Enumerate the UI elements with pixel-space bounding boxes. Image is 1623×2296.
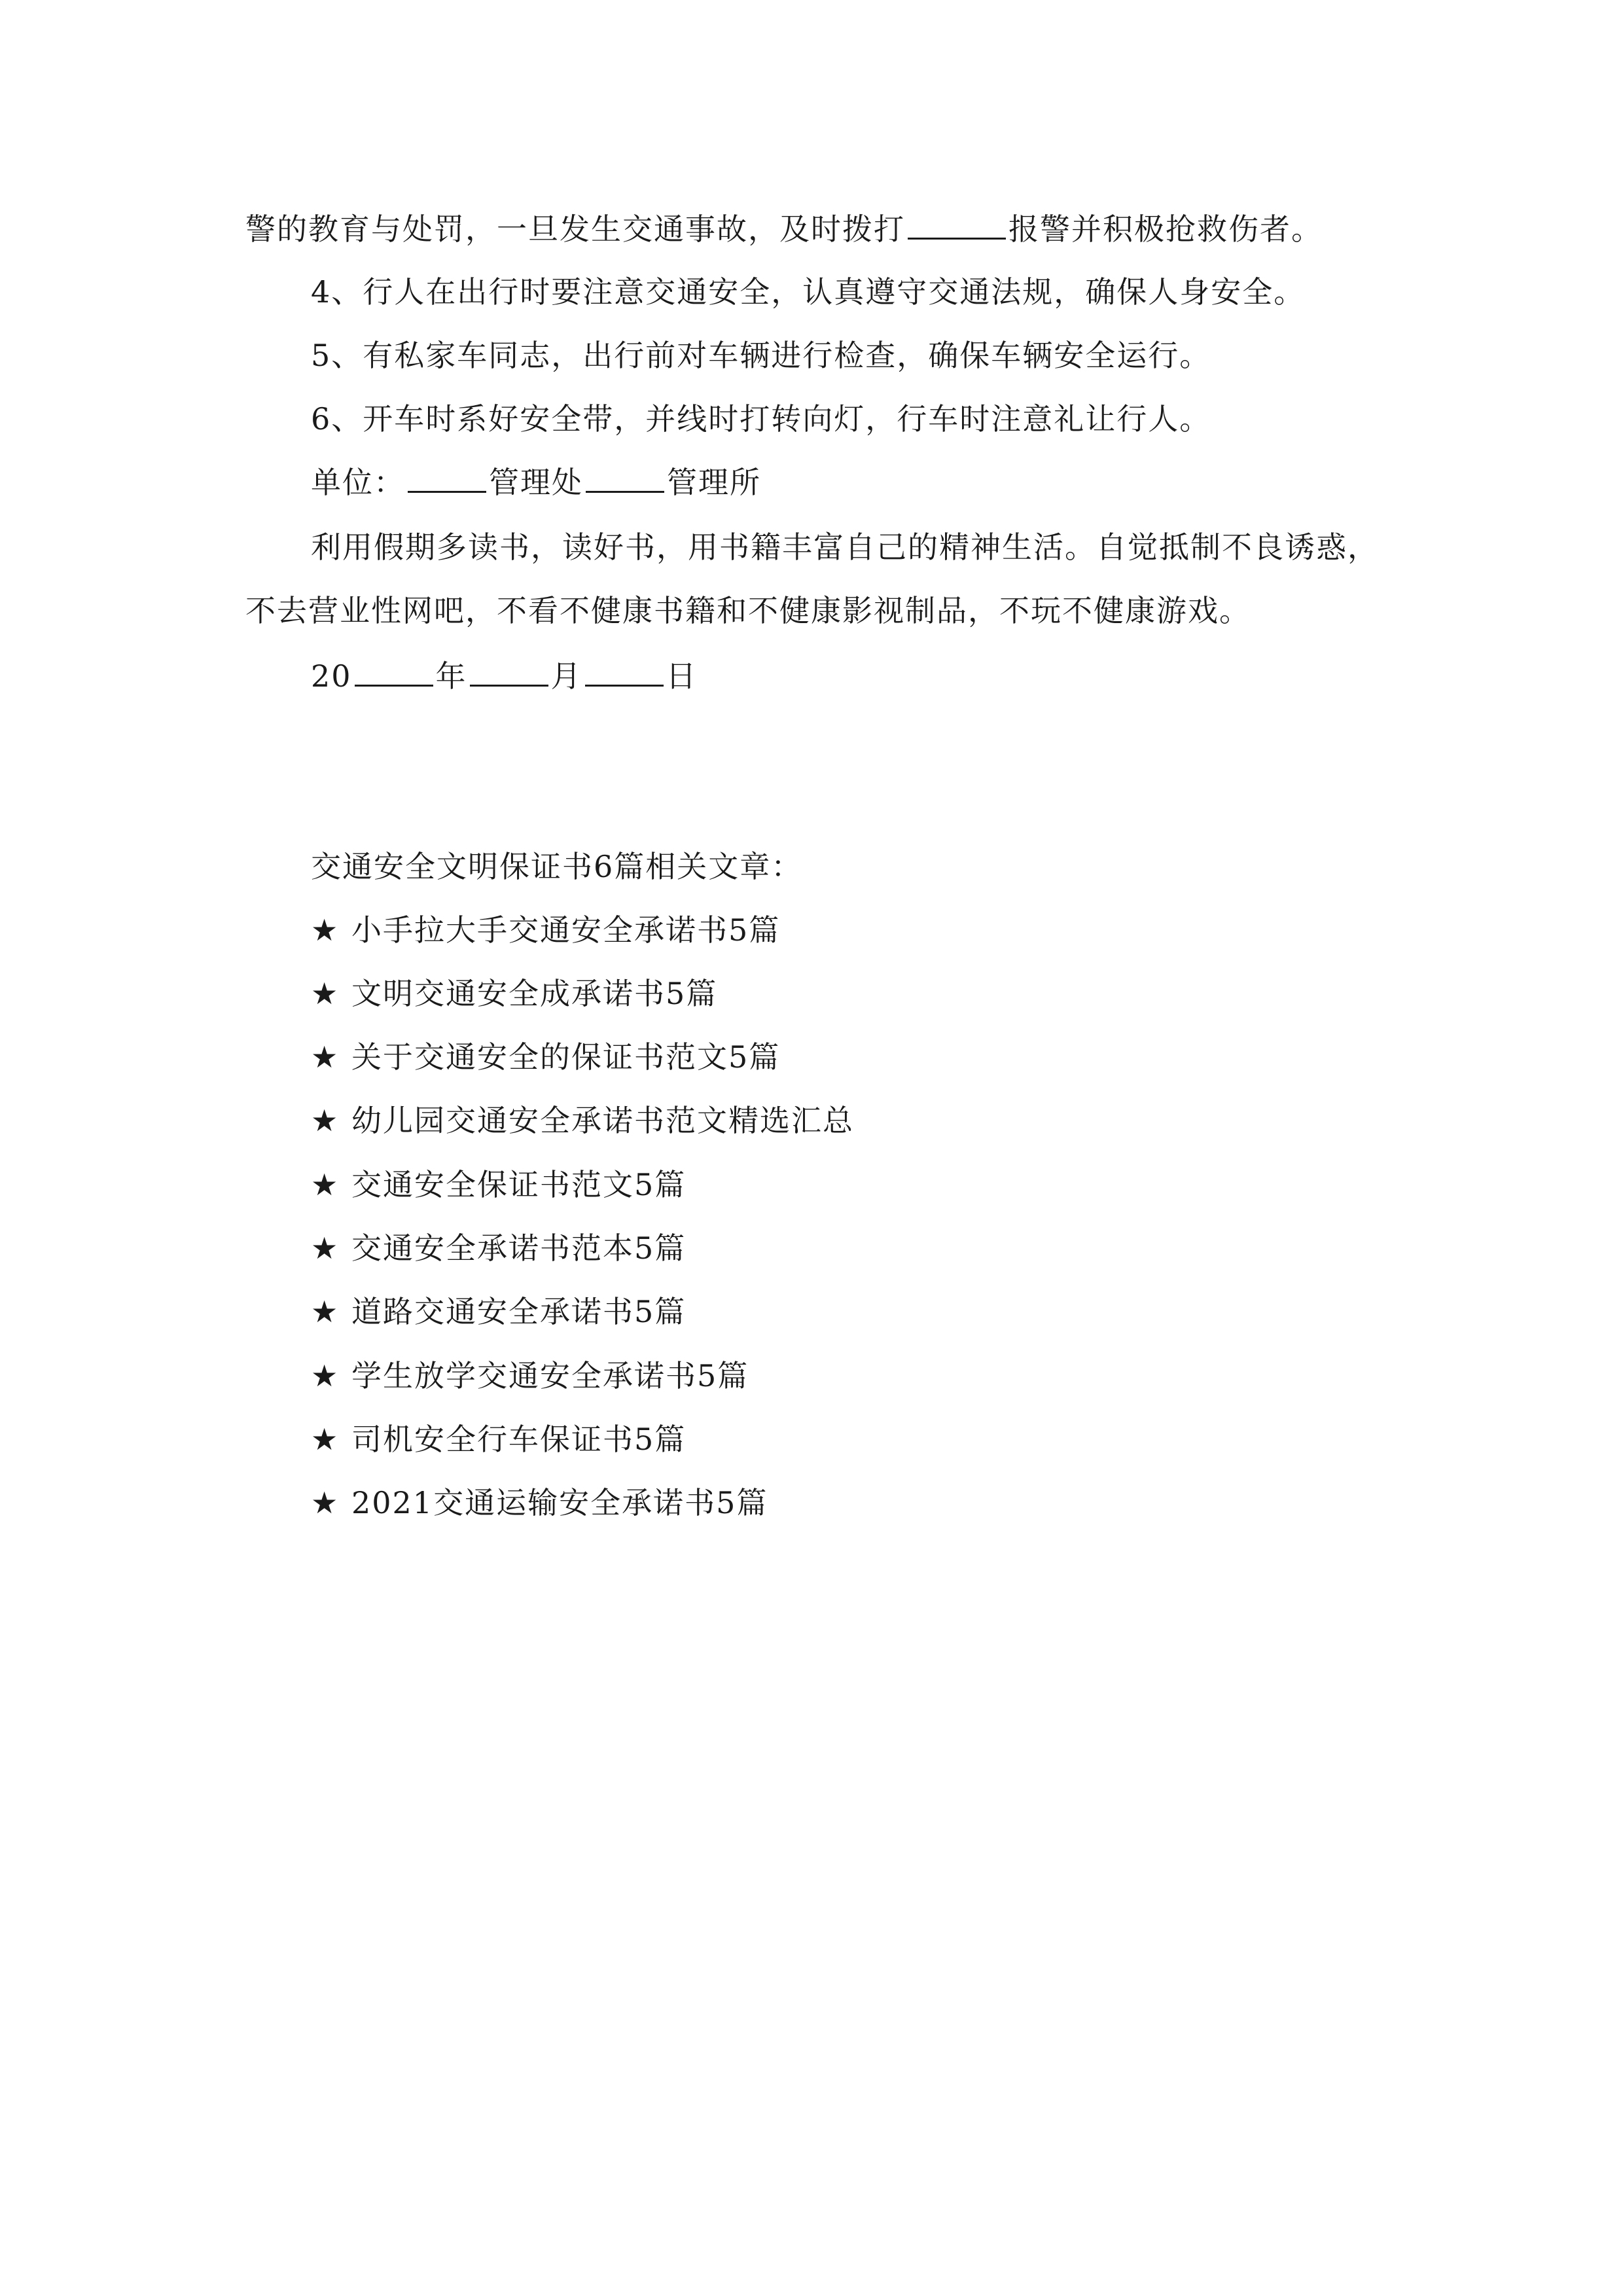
star-icon: ★ [311, 1230, 340, 1266]
related-article-link[interactable] [311, 1420, 686, 1459]
star-icon: ★ [311, 1358, 340, 1393]
related-article-link[interactable] [311, 1356, 749, 1395]
star-icon: ★ [311, 976, 340, 1011]
related-article-title: 文明交通安全成承诺书5篇 [351, 976, 718, 1011]
related-article-title: 2021交通运输安全承诺书5篇 [351, 1485, 768, 1520]
continuation-text-end: 报警并积极抢救伤者。 [1008, 211, 1323, 247]
related-article-link[interactable] [311, 910, 780, 950]
related-article-link[interactable] [311, 1229, 686, 1268]
related-article-link[interactable] [311, 974, 717, 1013]
related-article-link[interactable] [311, 1165, 686, 1204]
unit-blank-2 [586, 465, 664, 493]
related-articles-heading: 交通安全文明保证书6篇相关文章： [311, 849, 803, 884]
rule-item-6: 6、开车时系好安全带，并线时打转向灯，行车时注意礼让行人。 [311, 401, 1211, 437]
related-article-title: 司机安全行车保证书5篇 [351, 1422, 687, 1457]
date-prefix: 20 [311, 658, 352, 694]
continuation-text-start: 警的教育与处罚，一旦发生交通事故，及时拨打 [245, 211, 905, 247]
rule-item-4: 4、行人在出行时要注意交通安全，认真遵守交通法规，确保人身安全。 [311, 274, 1306, 310]
year-blank [355, 658, 433, 687]
related-article-link[interactable] [311, 1292, 686, 1331]
unit-office: 管理处 [489, 465, 583, 500]
paragraph-continuation [245, 209, 1323, 249]
related-article-title: 小手拉大手交通安全承诺书5篇 [351, 912, 781, 948]
star-icon: ★ [311, 1294, 340, 1329]
related-article-title: 道路交通安全承诺书5篇 [351, 1294, 687, 1329]
date-line [311, 656, 698, 696]
related-article-title: 交通安全保证书范文5篇 [351, 1167, 687, 1202]
reading-paragraph-line-2: 不去营业性网吧，不看不健康书籍和不健康影视制品，不玩不健康游戏。 [245, 593, 1251, 628]
star-icon: ★ [311, 1167, 340, 1202]
star-icon: ★ [311, 1485, 340, 1520]
date-year-label: 年 [435, 658, 467, 694]
related-article-title: 交通安全承诺书范本5篇 [351, 1230, 687, 1266]
related-article-link[interactable] [311, 1483, 768, 1522]
month-blank [470, 658, 548, 687]
rule-item-5: 5、有私家车同志，出行前对车辆进行检查，确保车辆安全运行。 [311, 338, 1211, 373]
reading-paragraph-line-1: 利用假期多读书，读好书，用书籍丰富自己的精神生活。自觉抵制不良诱惑， [311, 529, 1379, 565]
day-blank [585, 658, 664, 687]
unit-line [311, 463, 761, 502]
phone-number-blank [908, 211, 1006, 240]
star-icon: ★ [311, 1422, 340, 1457]
unit-station: 管理所 [667, 465, 761, 500]
star-icon: ★ [311, 1103, 340, 1138]
related-article-title: 关于交通安全的保证书范文5篇 [351, 1039, 781, 1075]
star-icon: ★ [311, 1039, 340, 1075]
related-article-title: 幼儿园交通安全承诺书范文精选汇总 [351, 1103, 854, 1138]
related-article-title: 学生放学交通安全承诺书5篇 [351, 1358, 749, 1393]
unit-blank-1 [408, 465, 486, 493]
date-day-label: 日 [666, 658, 698, 694]
related-article-link[interactable] [311, 1037, 780, 1077]
related-article-link[interactable] [311, 1101, 854, 1140]
date-month-label: 月 [550, 658, 582, 694]
unit-label: 单位： [311, 465, 405, 500]
star-icon: ★ [311, 912, 340, 948]
